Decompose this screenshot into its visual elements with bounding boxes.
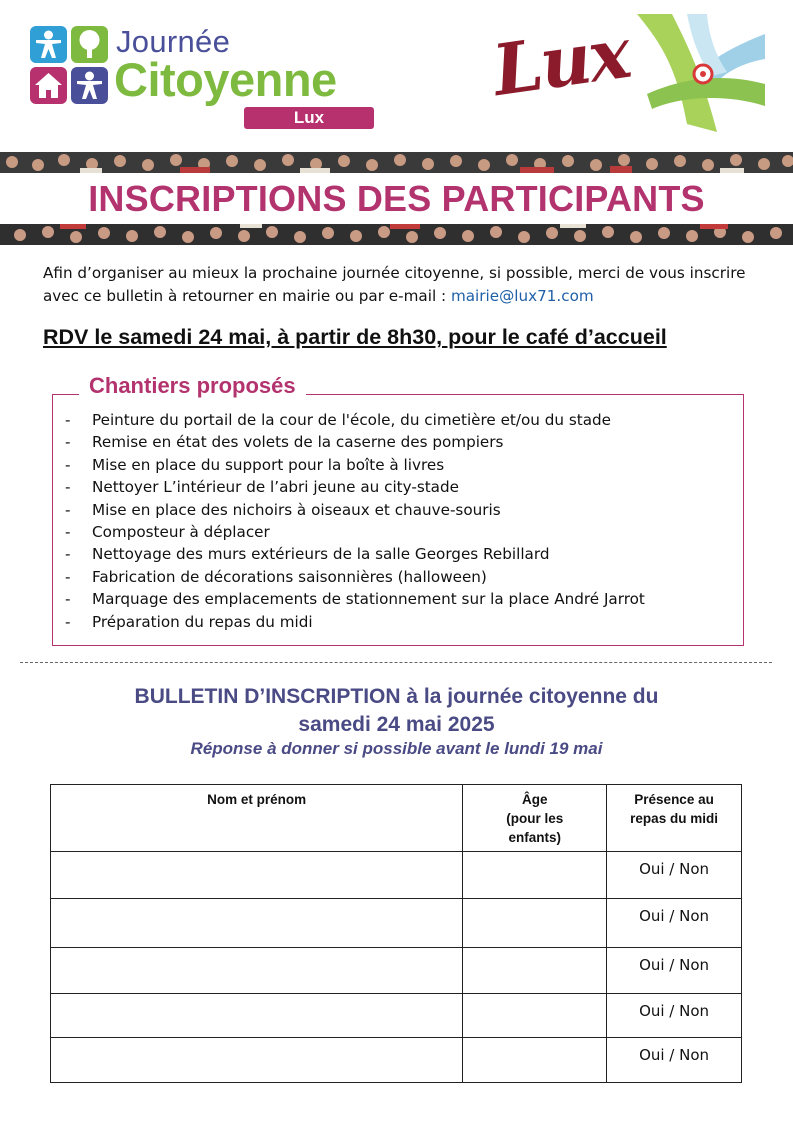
age-cell[interactable]: [463, 994, 607, 1038]
logo-word-citoyenne: Citoyenne: [114, 53, 337, 106]
lux-script-text: Lux: [487, 10, 634, 113]
table-row: [51, 852, 742, 899]
meal-choice-cell[interactable]: Oui / Non: [607, 948, 742, 994]
crowd-photo-strip-top: [0, 152, 793, 173]
email-link[interactable]: mairie@lux71.com: [450, 287, 594, 305]
chantiers-list: [65, 409, 735, 633]
tree-tile-icon: [71, 26, 108, 63]
crowd-photo-strip-bottom: [0, 224, 793, 245]
intro-text: Afin d’organiser au mieux la prochaine journée citoyenne, si possible, merci de vous inscrire avec ce bulletin à retourner en mairie ou par e-mail :: [43, 264, 746, 305]
meal-choice-cell[interactable]: Oui / Non: [607, 852, 742, 899]
list-item: - Mise en place du support pour la boîte à livres: [65, 454, 735, 476]
name-cell[interactable]: [51, 948, 463, 994]
chantiers-box: [52, 373, 744, 646]
name-cell[interactable]: [51, 899, 463, 948]
list-item: - Composteur à déplacer: [65, 521, 735, 543]
name-cell[interactable]: [51, 1038, 463, 1083]
table-row: [51, 948, 742, 994]
age-cell[interactable]: [463, 899, 607, 948]
table-row: [51, 994, 742, 1038]
name-cell[interactable]: [51, 994, 463, 1038]
header-meal: Présence au repas du midi: [607, 785, 742, 852]
journee-citoyenne-logo: [30, 22, 380, 132]
person-tile-icon: [30, 26, 67, 63]
page-title: INSCRIPTIONS DES PARTICIPANTS: [88, 178, 705, 219]
list-item: - Peinture du portail de la cour de l'école, du cimetière et/ou du stade: [65, 409, 735, 431]
logo-word-journee: Journée: [116, 24, 231, 59]
header-age: Âge (pour les enfants): [463, 785, 607, 852]
age-cell[interactable]: [463, 948, 607, 994]
meal-choice-cell[interactable]: Oui / Non: [607, 994, 742, 1038]
bulletin-title: [60, 683, 733, 739]
house-tile-icon: [30, 67, 67, 104]
cut-line-divider: [20, 662, 772, 663]
lux-town-logo: [487, 10, 765, 132]
list-item: - Mise en place des nichoirs à oiseaux et chauve-souris: [65, 499, 735, 521]
age-cell[interactable]: [463, 852, 607, 899]
logo-pill-lux: Lux: [244, 107, 374, 129]
bulletin-subtitle: Réponse à donner si possible avant le lundi 19 mai: [190, 739, 603, 758]
list-item: - Nettoyage des murs extérieurs de la salle Georges Rebillard: [65, 543, 735, 565]
people-tile-icon: [71, 67, 108, 104]
age-cell[interactable]: [463, 1038, 607, 1083]
meal-choice-cell[interactable]: Oui / Non: [607, 1038, 742, 1083]
table-header-row: [51, 785, 742, 852]
table-row: [51, 1038, 742, 1083]
list-item: - Remise en état des volets de la caserne des pompiers: [65, 431, 735, 453]
name-cell[interactable]: [51, 852, 463, 899]
rdv-heading: RDV le samedi 24 mai, à partir de 8h30, pour le café d’accueil: [43, 325, 667, 349]
header-name: Nom et prénom: [51, 785, 463, 852]
chantiers-legend: Chantiers proposés: [79, 373, 306, 399]
registration-table: [50, 784, 742, 1083]
list-item: - Fabrication de décorations saisonnières (halloween): [65, 566, 735, 588]
list-item: - Nettoyer L’intérieur de l’abri jeune au city-stade: [65, 476, 735, 498]
bulletin-title-line2: samedi 24 mai 2025: [298, 713, 495, 736]
intro-paragraph: [43, 262, 763, 308]
bulletin-title-line1: BULLETIN D’INSCRIPTION à la journée citoyenne du: [134, 685, 659, 708]
list-item: - Marquage des emplacements de stationnement sur la place André Jarrot: [65, 588, 735, 610]
table-row: [51, 899, 742, 948]
meal-choice-cell[interactable]: Oui / Non: [607, 899, 742, 948]
list-item: - Préparation du repas du midi: [65, 611, 735, 633]
